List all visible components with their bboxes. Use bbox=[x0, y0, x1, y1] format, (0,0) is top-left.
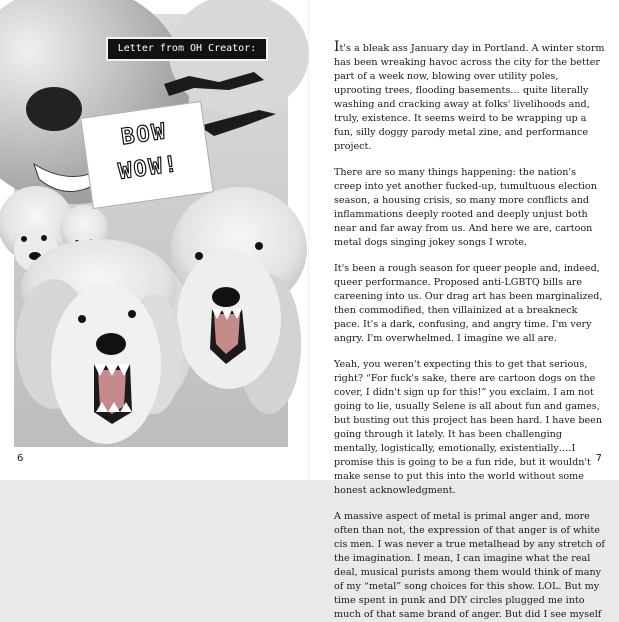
bow-wow-text: BOW WOW! bbox=[116, 119, 181, 185]
left-page bbox=[0, 0, 309, 480]
letter-paragraph-2: There are so many things happening: the nation's creep into yet another fucked-up, tumultuous election season, a housing crisis, so many more conflicts and inflammations deeply rooted and deeply unjust both near and far away from us. And here we are, cartoon metal dogs singing jokey songs I wrote. bbox=[334, 167, 597, 248]
drop-cap: I bbox=[334, 39, 340, 55]
page-number-right: 7 bbox=[595, 453, 602, 464]
collage-artwork bbox=[14, 14, 288, 447]
letter-body bbox=[334, 39, 606, 620]
letter-paragraph-3: It's been a rough season for queer people and, indeed, queer performance. Proposed anti-LGBTQ bills are careening into us. Our drag art has been marginalized, then commodified, then villainized at a breakneck pace. It's a dark, confusing, and angry time. I'm very angry. I'm overwhelmed. I imagine we all are. bbox=[334, 263, 603, 344]
bow-wow-card bbox=[80, 101, 214, 209]
poodle-collage-image bbox=[14, 14, 288, 447]
letter-paragraph-5: A massive aspect of metal is primal anger and, more often than not, the expression of that anger is of white cis men. I was never a true metalhead by any stretch of the imagination. I mean, I can imagine what the real deal, musical purists among them would think of many of my “metal” song choices for this show. LOL. But my time spent in punk and DIY circles plugged me into much of that same brand of anger. But did I see myself bbox=[334, 511, 605, 620]
page-number-left: 6 bbox=[17, 453, 24, 464]
letter-paragraph-1: It's a bleak ass January day in Portland. A winter storm has been wreaking havoc across the city for the better part of a week now, blowing over utility poles, uprooting trees, flooding basements… quite literally washing and cracking away at folks' livelihoods and, truly, existence. It seems weird to be wrapping up a fun, silly doggy parody metal zine, and performance project. bbox=[334, 39, 605, 152]
poodle-left bbox=[16, 239, 182, 444]
right-page bbox=[309, 0, 619, 620]
letter-title-banner: Letter from OH Creator: bbox=[106, 37, 268, 61]
letter-paragraph-4: Yeah, you weren't expecting this to get that serious, right? “For fuck's sake, there are cartoon dogs on the cover, I didn't sign up for this!” you exclaim. I am not going to lie, usually Selene is all about fun and games, but busting out this project has been hard. I have been going through it lately. It has been challenging mentally, logistically, emotionally, existentially….I promise this is going to be a fun ride, but it wouldn't make sense to put this into the world without some honest acknowledgment. bbox=[334, 359, 603, 496]
